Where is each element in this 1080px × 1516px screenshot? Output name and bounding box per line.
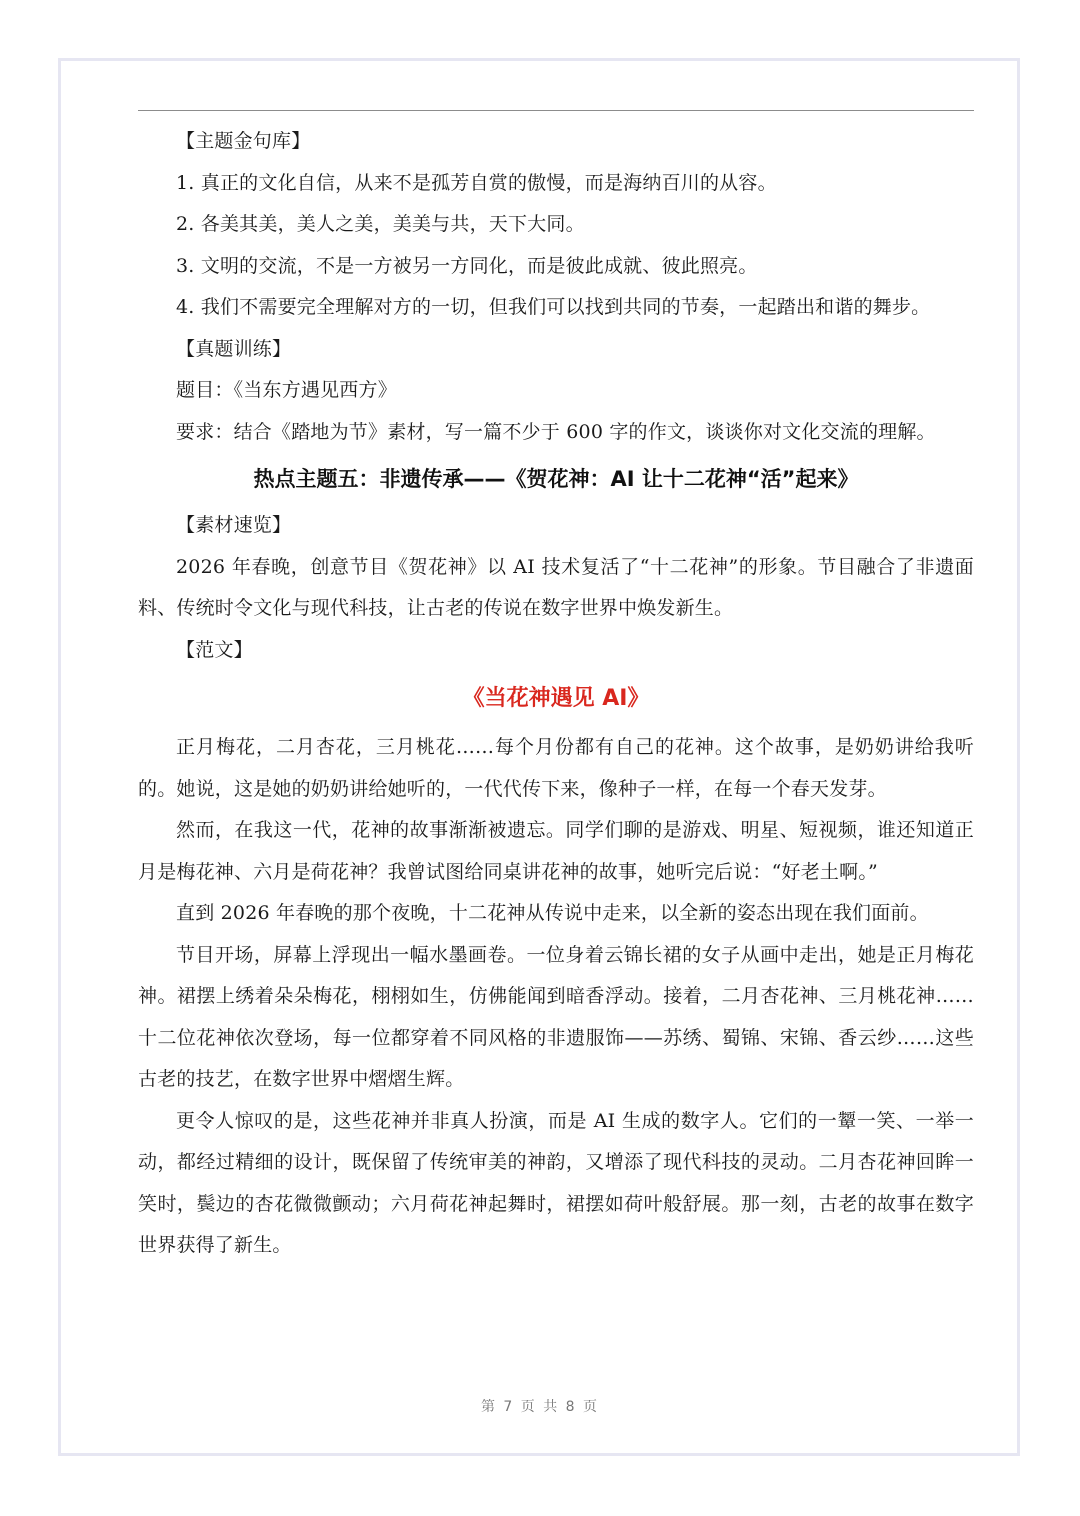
quote-item-3: 3. 文明的交流，不是一方被另一方同化，而是彼此成就、彼此照亮。 xyxy=(176,254,758,277)
topic-title: 热点主题五：非遗传承——《贺花神：AI 让十二花神“活”起来》 xyxy=(253,467,859,491)
material-heading: 【素材速览】 xyxy=(176,514,292,536)
header-rule xyxy=(138,110,974,111)
training-topic: 题目：《当东方遇见西方》 xyxy=(176,379,397,401)
essay-paragraph-5: 更令人惊叹的是，这些花神并非真人扮演，而是 AI 生成的数字人。它们的一颦一笑、一举一动，都经过精细的设计，既保留了传统审美的神韵，又增添了现代科技的灵动。二月杏花神回眸一笑时，鬓边的杏花微微颤动；六月荷花神起舞时，裙摆如荷叶般舒展。那一刻，古老的故事在数字世界获得了新生。 xyxy=(138,1109,974,1256)
essay-heading: 【范文】 xyxy=(176,638,253,661)
quotes-heading: 【主题金句库】 xyxy=(176,130,311,152)
quote-item-1: 1. 真正的文化自信，从来不是孤芳自赏的傲慢，而是海纳百川的从容。 xyxy=(176,171,777,194)
material-body: 2026 年春晚，创意节目《贺花神》以 AI 技术复活了“十二花神”的形象。节目融合了非遗面料、传统时令文化与现代科技，让古老的传说在数字世界中焕发新生。 xyxy=(138,555,974,619)
essay-paragraph-1: 正月梅花，二月杏花，三月桃花……每个月份都有自己的花神。这个故事，是奶奶讲给我听的。她说，这是她的奶奶讲给她听的，一代代传下来，像种子一样，在每一个春天发芽。 xyxy=(138,736,974,800)
training-requirement: 要求：结合《踏地为节》素材，写一篇不少于 600 字的作文，谈谈你对文化交流的理解。 xyxy=(176,420,936,443)
document-content xyxy=(138,110,974,1267)
page-footer: 第 7 页 共 8 页 xyxy=(480,1399,600,1415)
essay-paragraph-2: 然而，在我这一代，花神的故事渐渐被遗忘。同学们聊的是游戏、明星、短视频，谁还知道正月是梅花神、六月是荷花神？我曾试图给同桌讲花神的故事，她听完后说：“好老土啊。” xyxy=(138,819,974,883)
training-heading: 【真题训练】 xyxy=(176,337,292,360)
quote-item-4: 4. 我们不需要完全理解对方的一切，但我们可以找到共同的节奏，一起踏出和谐的舞步。 xyxy=(176,296,931,318)
quote-item-2: 2. 各美其美，美人之美，美美与共，天下大同。 xyxy=(176,213,585,235)
essay-title: 《当花神遇见 AI》 xyxy=(462,686,650,711)
essay-paragraph-3: 直到 2026 年春晚的那个夜晚，十二花神从传说中走来，以全新的姿态出现在我们面前。 xyxy=(176,902,929,924)
essay-paragraph-4: 节目开场，屏幕上浮现出一幅水墨画卷。一位身着云锦长裙的女子从画中走出，她是正月梅花神。裙摆上绣着朵朵梅花，栩栩如生，仿佛能闻到暗香浮动。接着，二月杏花神、三月桃花神……十二位花神依次登场，每一位都穿着不同风格的非遗服饰——苏绣、蜀锦、宋锦、香云纱……这些古老的技艺，在数字世界中熠熠生辉。 xyxy=(138,943,974,1090)
